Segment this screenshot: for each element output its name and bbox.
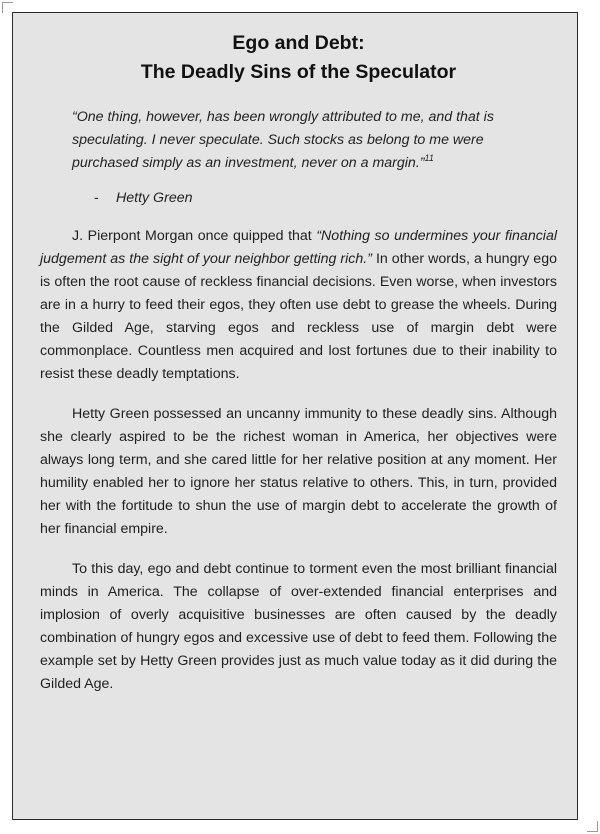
box-title	[40, 29, 557, 87]
epigraph-quote	[72, 106, 547, 175]
footnote-marker: 11	[424, 153, 434, 163]
attribution-name: Hetty Green	[116, 190, 193, 206]
epigraph-attribution	[94, 187, 557, 210]
attribution-dash: -	[94, 190, 99, 206]
p1-lead: J. Pierpont Morgan once quipped that	[72, 228, 317, 244]
epigraph-quote-text: “One thing, however, has been wrongly attributed to me, and that is speculating. I never speculate. Such stocks as belong to me were purchased simply as an investment, never on a margin.”	[72, 109, 494, 171]
body-paragraph-1	[40, 225, 557, 386]
title-line-2: The Deadly Sins of the Speculator	[140, 61, 457, 83]
title-line-1: Ego and Debt:	[232, 32, 365, 54]
p1-quote: “Nothing so undermines your financial judgement as the sight of your neighbor getting rich.”	[40, 228, 557, 267]
sidebar-text-box	[12, 12, 578, 820]
body-paragraph-2: Hetty Green possessed an uncanny immunity to these deadly sins. Although she clearly aspired to be the richest woman in America, her objectives were always long term, and she cared little for her relative position at any moment. Her humility enabled her to ignore her status relative to others. This, in turn, provided her with the fortitude to shun the use of margin debt to accelerate the growth of her financial empire.	[40, 406, 557, 537]
body-paragraph-3: To this day, ego and debt continue to torment even the most brilliant financial minds in America. The collapse of over-extended financial enterprises and implosion of overly acquisitive businesses are often caused by the deadly combination of hungry egos and excessive use of debt to feed them. Following the example set by Hetty Green provides just as much value today as it did during the Gilded Age.	[40, 561, 557, 692]
p1-rest: In other words, a hungry ego is often the root cause of reckless financial decisions. Even worse, when investors are in a hurry to feed their egos, they often use debt to grease the wheels. During the Gilded Age, starving egos and reckless use of margin debt were commonplace. Countless men acquired and lost fortunes due to their inability to resist these deadly temptations.	[40, 251, 557, 382]
page-corner-bottom-right	[587, 821, 598, 832]
